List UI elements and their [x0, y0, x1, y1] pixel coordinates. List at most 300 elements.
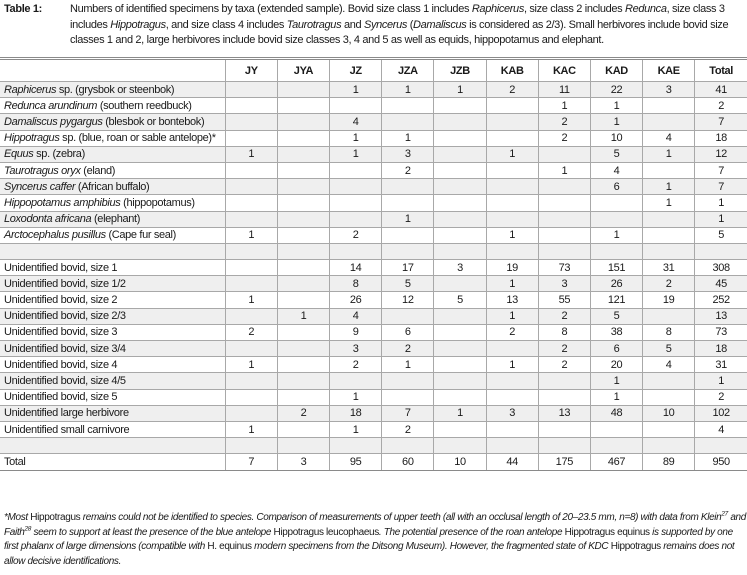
taxon-scientific-name: Damaliscus pygargus	[4, 115, 103, 128]
taxon-label: sp. (grysbok or steenbok)	[56, 83, 175, 96]
taxon-label: (elephant)	[91, 213, 141, 226]
taxon-cell	[0, 146, 225, 162]
table-row	[0, 324, 747, 340]
count-cell: 1	[330, 82, 382, 98]
count-cell: 102	[695, 405, 747, 421]
count-cell: 1	[434, 82, 486, 98]
count-cell	[382, 308, 434, 324]
count-cell: 4	[643, 130, 695, 146]
count-cell: 1	[330, 130, 382, 146]
caption-fragment: (	[407, 18, 414, 31]
count-cell: 1	[590, 98, 642, 114]
taxon-cell	[0, 82, 225, 98]
count-cell	[486, 438, 538, 454]
taxon-label: Unidentified bovid, size 1	[4, 261, 118, 274]
count-cell: 13	[538, 405, 590, 421]
count-cell: 2	[486, 324, 538, 340]
count-cell	[277, 211, 329, 227]
count-cell: 2	[643, 276, 695, 292]
table-row	[0, 227, 747, 243]
count-cell: 2	[330, 227, 382, 243]
count-cell	[434, 243, 486, 259]
taxon-cell	[0, 243, 225, 259]
taxon-label: sp. (blue, roan or sable antelope)*	[59, 132, 216, 145]
count-cell	[382, 438, 434, 454]
count-cell: 3	[382, 146, 434, 162]
count-cell: 7	[695, 162, 747, 178]
header-row	[0, 59, 747, 82]
count-cell	[225, 438, 277, 454]
caption-fragment: Redunca	[625, 3, 667, 15]
count-cell: 3	[538, 276, 590, 292]
count-cell	[330, 211, 382, 227]
count-cell	[486, 195, 538, 211]
table-row	[0, 276, 747, 292]
count-cell	[486, 98, 538, 114]
taxon-cell	[0, 341, 225, 357]
count-cell	[434, 114, 486, 130]
column-header-taxon	[0, 59, 225, 82]
count-cell	[590, 243, 642, 259]
count-cell: 7	[695, 114, 747, 130]
count-cell: 1	[225, 421, 277, 437]
taxon-label: Unidentified bovid, size 4/5	[4, 374, 126, 387]
table-row	[0, 389, 747, 405]
count-cell: 3	[643, 82, 695, 98]
count-cell: 1	[225, 227, 277, 243]
count-cell: 1	[486, 227, 538, 243]
count-cell: 5	[434, 292, 486, 308]
count-cell	[277, 243, 329, 259]
count-cell	[434, 98, 486, 114]
table-row	[0, 260, 747, 276]
count-cell: 45	[695, 276, 747, 292]
count-cell: 1	[330, 421, 382, 437]
count-cell: 1	[643, 195, 695, 211]
table-row	[0, 98, 747, 114]
count-cell	[434, 341, 486, 357]
taxon-scientific-name: Equus	[4, 148, 34, 161]
count-cell	[643, 162, 695, 178]
count-cell: 308	[695, 260, 747, 276]
count-cell	[277, 421, 329, 437]
count-cell	[225, 260, 277, 276]
taxon-scientific-name: Loxodonta africana	[4, 213, 92, 226]
count-cell	[486, 179, 538, 195]
total-cell: 3	[277, 454, 329, 471]
count-cell: 2	[382, 162, 434, 178]
count-cell	[434, 130, 486, 146]
table-row	[0, 373, 747, 389]
count-cell	[382, 114, 434, 130]
table-row	[0, 114, 747, 130]
count-cell: 1	[538, 162, 590, 178]
taxon-label: (Cape fur seal)	[105, 229, 176, 242]
count-cell	[225, 405, 277, 421]
footnote-fragment: and Faith	[4, 512, 746, 538]
taxon-cell	[0, 98, 225, 114]
taxon-scientific-name: Syncerus caffer	[4, 180, 76, 193]
count-cell	[277, 373, 329, 389]
count-cell	[643, 389, 695, 405]
footnote-fragment: Hippotragus	[610, 541, 661, 552]
count-cell	[382, 195, 434, 211]
count-cell	[538, 211, 590, 227]
table-row	[0, 162, 747, 178]
count-cell	[277, 82, 329, 98]
count-cell	[277, 341, 329, 357]
count-cell: 9	[330, 324, 382, 340]
count-cell: 6	[590, 179, 642, 195]
count-cell: 1	[486, 276, 538, 292]
count-cell: 1	[590, 389, 642, 405]
taxon-scientific-name: Arctocephalus pusillus	[4, 229, 106, 242]
count-cell: 1	[590, 114, 642, 130]
specimens-table	[0, 57, 747, 471]
taxon-cell	[0, 421, 225, 437]
column-header-kae: KAE	[643, 59, 695, 82]
column-header-total: Total	[695, 59, 747, 82]
count-cell	[486, 421, 538, 437]
count-cell: 5	[590, 146, 642, 162]
count-cell	[225, 373, 277, 389]
total-cell: 950	[695, 454, 747, 471]
count-cell: 13	[486, 292, 538, 308]
table-row	[0, 146, 747, 162]
count-cell: 4	[590, 162, 642, 178]
taxon-label: (eland)	[80, 164, 116, 177]
count-cell	[277, 114, 329, 130]
count-cell: 7	[695, 179, 747, 195]
count-cell: 1	[225, 146, 277, 162]
taxon-label: Unidentified bovid, size 1/2	[4, 277, 126, 290]
count-cell: 1	[225, 292, 277, 308]
footnote-fragment: Hippotragus leucophaeus	[273, 526, 379, 538]
count-cell: 5	[382, 276, 434, 292]
caption-fragment: Hippotragus	[110, 18, 166, 31]
taxon-cell	[0, 357, 225, 373]
taxon-cell	[0, 260, 225, 276]
count-cell	[225, 195, 277, 211]
count-cell	[643, 227, 695, 243]
count-cell	[486, 243, 538, 259]
count-cell: 2	[538, 308, 590, 324]
count-cell: 5	[695, 227, 747, 243]
count-cell: 1	[486, 146, 538, 162]
count-cell	[277, 389, 329, 405]
count-cell: 1	[486, 357, 538, 373]
count-cell	[643, 114, 695, 130]
count-cell	[277, 162, 329, 178]
count-cell	[382, 243, 434, 259]
count-cell: 73	[695, 324, 747, 340]
count-cell	[330, 179, 382, 195]
column-header-jy: JY	[225, 59, 277, 82]
count-cell: 48	[590, 405, 642, 421]
taxon-cell	[0, 438, 225, 454]
table-caption	[0, 2, 747, 49]
table-row	[0, 211, 747, 227]
count-cell	[277, 195, 329, 211]
taxon-label: (African buffalo)	[75, 180, 150, 193]
taxon-label: Unidentified bovid, size 3/4	[4, 342, 126, 355]
count-cell	[538, 389, 590, 405]
count-cell: 3	[330, 341, 382, 357]
total-cell: 60	[382, 454, 434, 471]
table-row	[0, 130, 747, 146]
count-cell: 1	[643, 146, 695, 162]
table-row	[0, 179, 747, 195]
footnote-fragment: remains does not allow decisive identifications.	[4, 541, 735, 567]
count-cell: 18	[695, 341, 747, 357]
taxon-cell	[0, 276, 225, 292]
count-cell	[277, 260, 329, 276]
count-cell: 8	[643, 324, 695, 340]
count-cell: 8	[330, 276, 382, 292]
caption-fragment: Raphicerus	[471, 3, 524, 15]
count-cell: 22	[590, 82, 642, 98]
count-cell: 14	[330, 260, 382, 276]
taxon-cell	[0, 292, 225, 308]
caption-fragment: and	[341, 18, 364, 31]
count-cell: 3	[486, 405, 538, 421]
column-header-jz: JZ	[330, 59, 382, 82]
footnote-fragment: *Most	[4, 512, 31, 523]
count-cell	[225, 389, 277, 405]
count-cell	[277, 179, 329, 195]
table-row	[0, 292, 747, 308]
count-cell: 18	[695, 130, 747, 146]
count-cell: 1	[382, 357, 434, 373]
column-header-kad: KAD	[590, 59, 642, 82]
count-cell	[643, 211, 695, 227]
count-cell: 19	[486, 260, 538, 276]
count-cell: 26	[330, 292, 382, 308]
count-cell	[538, 438, 590, 454]
taxon-scientific-name: Raphicerus	[4, 83, 57, 96]
count-cell: 1	[486, 308, 538, 324]
count-cell	[434, 438, 486, 454]
count-cell: 6	[382, 324, 434, 340]
count-cell	[434, 276, 486, 292]
count-cell: 1	[277, 308, 329, 324]
count-cell	[486, 373, 538, 389]
count-cell	[434, 211, 486, 227]
count-cell: 1	[695, 373, 747, 389]
count-cell	[225, 308, 277, 324]
taxon-label: (hippopotamus)	[120, 196, 195, 209]
count-cell: 1	[434, 405, 486, 421]
total-cell: 89	[643, 454, 695, 471]
count-cell	[277, 98, 329, 114]
count-cell: 5	[590, 308, 642, 324]
count-cell: 1	[225, 357, 277, 373]
count-cell: 55	[538, 292, 590, 308]
count-cell	[277, 276, 329, 292]
count-cell: 2	[382, 421, 434, 437]
count-cell	[330, 162, 382, 178]
taxon-cell	[0, 195, 225, 211]
count-cell	[538, 227, 590, 243]
total-cell: 44	[486, 454, 538, 471]
count-cell: 19	[643, 292, 695, 308]
table-row	[0, 341, 747, 357]
count-cell: 41	[695, 82, 747, 98]
count-cell	[590, 421, 642, 437]
table-row	[0, 421, 747, 437]
count-cell: 26	[590, 276, 642, 292]
count-cell: 12	[695, 146, 747, 162]
count-cell	[225, 98, 277, 114]
taxon-label: Unidentified large herbivore	[4, 407, 129, 420]
count-cell: 1	[590, 227, 642, 243]
taxon-label: sp. (zebra)	[33, 148, 85, 161]
caption-fragment: Numbers of identified specimens by taxa (extended sample). Bovid size class 1 includes	[70, 3, 472, 15]
taxon-label: Unidentified bovid, size 3	[4, 326, 118, 339]
taxon-label: Unidentified bovid, size 2/3	[4, 310, 126, 323]
table-row	[0, 243, 747, 259]
caption-fragment: Taurotragus	[286, 18, 342, 31]
count-cell: 2	[538, 130, 590, 146]
total-row	[0, 454, 747, 471]
footnote-fragment: Hippotragus	[30, 512, 81, 523]
count-cell	[330, 98, 382, 114]
count-cell	[643, 421, 695, 437]
count-cell	[277, 324, 329, 340]
count-cell	[434, 195, 486, 211]
count-cell: 2	[538, 357, 590, 373]
count-cell	[434, 162, 486, 178]
taxon-label: (southern reedbuck)	[97, 99, 192, 112]
footnote-fragment: modern specimens from the Ditsong Museum). However, the fragmented state of KDC	[251, 541, 611, 552]
table-row	[0, 195, 747, 211]
table-row	[0, 308, 747, 324]
count-cell	[434, 421, 486, 437]
caption-fragment: is considered as 2/3). Small herbivores include bovid size classes 1 and 2, large herbivores include bovid size classes 3, 4 and 5 as well as equids, hippopotamus and elephant.	[70, 18, 729, 46]
count-cell	[382, 179, 434, 195]
count-cell	[538, 195, 590, 211]
column-header-jya: JYA	[277, 59, 329, 82]
count-cell: 38	[590, 324, 642, 340]
count-cell: 31	[695, 357, 747, 373]
table-row	[0, 438, 747, 454]
count-cell	[434, 389, 486, 405]
count-cell	[486, 341, 538, 357]
count-cell	[330, 373, 382, 389]
count-cell	[382, 227, 434, 243]
caption-fragment: , size class 3 includes	[70, 3, 725, 31]
taxon-cell	[0, 211, 225, 227]
count-cell: 2	[330, 357, 382, 373]
count-cell: 2	[695, 389, 747, 405]
count-cell: 18	[330, 405, 382, 421]
total-cell: 10	[434, 454, 486, 471]
count-cell: 12	[382, 292, 434, 308]
count-cell: 1	[330, 146, 382, 162]
taxon-scientific-name: Hippotragus	[4, 132, 60, 145]
count-cell: 4	[643, 357, 695, 373]
table-row	[0, 357, 747, 373]
count-cell: 151	[590, 260, 642, 276]
count-cell	[277, 146, 329, 162]
count-cell	[382, 389, 434, 405]
count-cell: 1	[382, 130, 434, 146]
count-cell	[434, 324, 486, 340]
taxon-cell	[0, 405, 225, 421]
count-cell	[643, 243, 695, 259]
count-cell: 73	[538, 260, 590, 276]
footnote-fragment: 28	[24, 525, 32, 533]
count-cell: 6	[590, 341, 642, 357]
count-cell: 121	[590, 292, 642, 308]
count-cell	[486, 114, 538, 130]
count-cell	[434, 308, 486, 324]
count-cell	[538, 179, 590, 195]
total-cell: 467	[590, 454, 642, 471]
count-cell	[225, 276, 277, 292]
count-cell: 31	[643, 260, 695, 276]
column-header-kac: KAC	[538, 59, 590, 82]
count-cell: 2	[538, 341, 590, 357]
count-cell: 1	[538, 98, 590, 114]
count-cell	[330, 243, 382, 259]
count-cell: 2	[277, 405, 329, 421]
count-cell	[277, 227, 329, 243]
taxon-cell	[0, 162, 225, 178]
count-cell	[330, 438, 382, 454]
count-cell	[434, 373, 486, 389]
taxon-scientific-name: Redunca arundinum	[4, 99, 98, 112]
count-cell: 252	[695, 292, 747, 308]
count-cell	[225, 162, 277, 178]
footnote-fragment: 27	[721, 510, 728, 518]
total-cell: 95	[330, 454, 382, 471]
footnote-fragment: seem to support at least the presence of the blue antelope	[31, 526, 274, 538]
count-cell	[225, 114, 277, 130]
table-footnote	[0, 511, 747, 569]
count-cell	[538, 243, 590, 259]
count-cell: 4	[330, 308, 382, 324]
count-cell: 2	[225, 324, 277, 340]
taxon-label: Unidentified bovid, size 2	[4, 294, 118, 307]
table-row	[0, 405, 747, 421]
column-header-kab: KAB	[486, 59, 538, 82]
caption-text	[70, 2, 747, 49]
taxon-cell	[0, 130, 225, 146]
count-cell	[225, 243, 277, 259]
count-cell: 1	[590, 373, 642, 389]
count-cell: 5	[643, 341, 695, 357]
count-cell	[434, 357, 486, 373]
count-cell: 1	[330, 389, 382, 405]
total-cell: 175	[538, 454, 590, 471]
count-cell: 3	[434, 260, 486, 276]
count-cell	[590, 195, 642, 211]
count-cell: 13	[695, 308, 747, 324]
column-header-jzb: JZB	[434, 59, 486, 82]
taxon-cell	[0, 373, 225, 389]
count-cell	[643, 308, 695, 324]
count-cell	[277, 438, 329, 454]
footnote-fragment: H. equinus	[207, 541, 252, 552]
count-cell: 1	[643, 179, 695, 195]
footnote-fragment: remains could not be identified to species. Comparison of measurements of upper teeth (all with an occlusal length of 20–23.5 mm, n=8) with data from Klein	[80, 512, 722, 523]
count-cell: 4	[330, 114, 382, 130]
taxon-label: Unidentified small carnivore	[4, 423, 130, 436]
count-cell: 2	[486, 82, 538, 98]
taxon-cell	[0, 324, 225, 340]
count-cell	[590, 438, 642, 454]
